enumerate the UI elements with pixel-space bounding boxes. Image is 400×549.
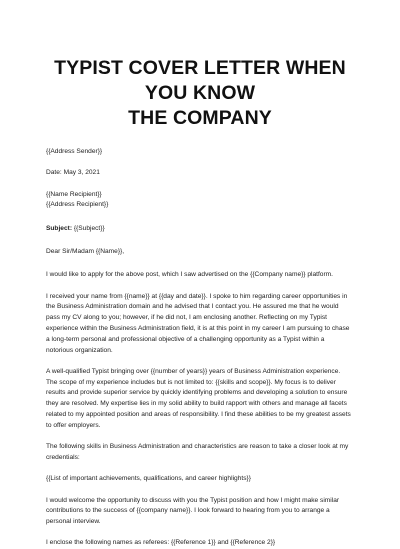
paragraph-line: results and provide superior service by quickly identifying problems and developing a solution to ensure bbox=[46, 389, 348, 397]
paragraph-line: A well-qualified Typist bringing over {{number of years}} years of Business Administration experience. bbox=[46, 367, 341, 375]
paragraph-line: The scope of my experience includes but is not limited to: {{skills and scope}}. My focus is to deliver bbox=[46, 378, 336, 386]
paragraph-line: contributions to the success of {{company name}}. I look forward to hearing from you to arrange a bbox=[46, 507, 330, 515]
paragraph-line: The following skills in Business Administration and characteristics are reason to take a closer look at my bbox=[46, 443, 349, 451]
paragraph-line: they are resolved. My expertise lies in my solid ability to build rapport with others and manage all facets bbox=[46, 400, 347, 408]
paragraph-line: I enclose the following names as referees: {{Reference 1}} and {{Reference 2}} bbox=[46, 539, 276, 547]
title-line-2: THE COMPANY bbox=[128, 107, 272, 129]
paragraph-line: I would like to apply for the above post, which I saw advertised on the {{Company name}} platform. bbox=[46, 271, 333, 279]
page-title bbox=[46, 0, 354, 131]
letter-body bbox=[46, 147, 354, 549]
paragraph-6 bbox=[46, 496, 354, 528]
paragraph-line: to offer employers. bbox=[46, 421, 101, 429]
salutation: Dear Sir/Madam {{Name}}, bbox=[46, 247, 125, 255]
paragraph-line: notorious organization. bbox=[46, 346, 113, 354]
paragraph-line: personal interview. bbox=[46, 518, 101, 526]
paragraph-line: the Business Administration domain and he advised that I contact you. He assured me that he would bbox=[46, 303, 339, 311]
paragraph-line: pass my CV along to you; however, if he did not, I am enclosing another. Reflecting on my Typist bbox=[46, 314, 327, 322]
paragraph-3 bbox=[46, 367, 354, 432]
recipient-address: {{Address Recipient}} bbox=[46, 201, 109, 209]
paragraph-2 bbox=[46, 292, 354, 357]
recipient-name: {{Name Recipient}} bbox=[46, 190, 102, 198]
paragraph-5 bbox=[46, 474, 354, 485]
paragraph-line: experience within the Business Administration field, it is at this point in my career I am pursuing to chase bbox=[46, 324, 350, 332]
paragraph-line: I would welcome the opportunity to discuss with you the Typist position and how I might make similar bbox=[46, 496, 340, 504]
paragraph-line: a long-term personal and professional objective of a challenging opportunity as a Typist within a bbox=[46, 335, 325, 343]
paragraph-line: credentials: bbox=[46, 453, 80, 461]
paragraph-4 bbox=[46, 442, 354, 464]
paragraph-line: related to my appointed position and areas of responsibility. I find these abilities to be my greatest assets bbox=[46, 411, 351, 419]
subject-label: Subject: bbox=[46, 224, 73, 232]
paragraph-1 bbox=[46, 270, 354, 281]
paragraph-line: I received your name from {{name}} at {{day and date}}. I spoke to him regarding career opportunities in bbox=[46, 292, 348, 300]
subject-line bbox=[46, 224, 354, 235]
title-line-1: TYPIST COVER LETTER WHEN YOU KNOW bbox=[54, 57, 346, 104]
sender-address: {{Address Sender}} bbox=[46, 148, 103, 155]
paragraph-7 bbox=[46, 538, 354, 549]
letter-date: Date: May 3, 2021 bbox=[46, 169, 100, 177]
paragraph-line: {{List of important achievements, qualifications, and career highlights}} bbox=[46, 475, 251, 483]
recipient-block bbox=[46, 190, 354, 212]
subject-value: {{Subject}} bbox=[72, 224, 105, 232]
